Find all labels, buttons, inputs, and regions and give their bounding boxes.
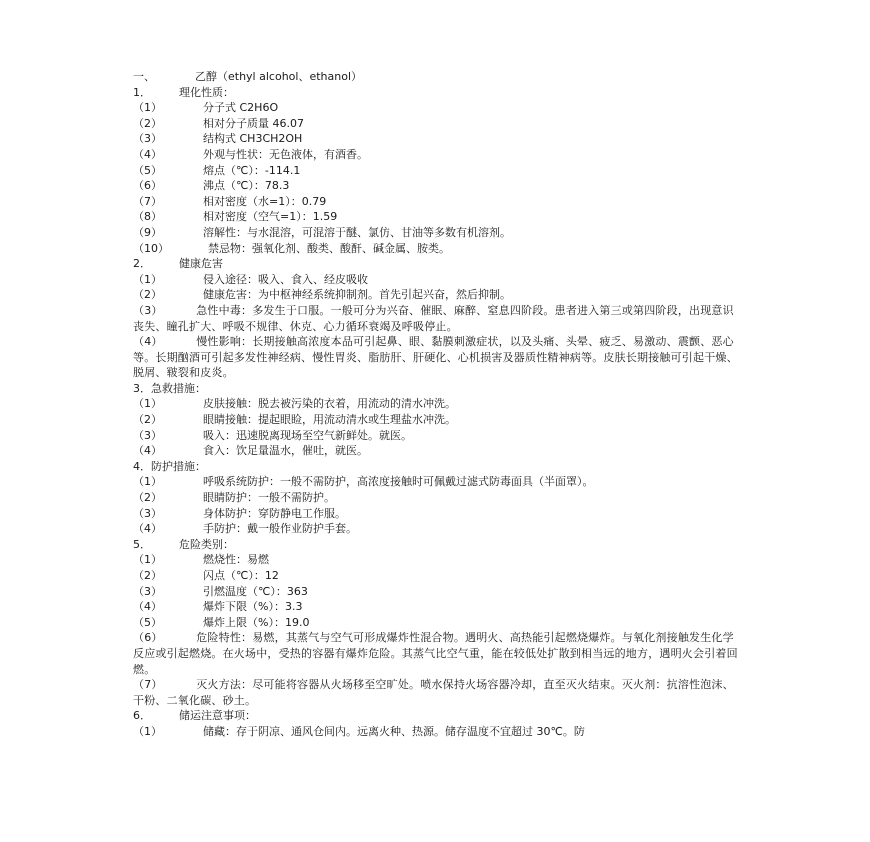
list-item: （2） 相对分子质量 46.07 [133, 116, 304, 130]
list-item: （8） 相对密度（空气=1）：1.59 [133, 210, 338, 224]
list-item: （7） 相对密度（水=1）：0.79 [133, 194, 327, 208]
section-heading-6: 6． 储运注意事项： [133, 709, 256, 723]
list-item: （3） 身体防护：穿防静电工作服。 [133, 506, 346, 520]
document-title: 一、 乙醇（ethyl alcohol、ethanol） [133, 70, 362, 83]
list-item: （1） 呼吸系统防护：一般不需防护，高浓度接触时可佩戴过滤式防毒面具（半面罩）。 [133, 475, 594, 489]
list-item: （3） 结构式 CH3CH2OH [133, 132, 303, 146]
list-item: （1） 皮肤接触：脱去被污染的衣着，用流动的清水冲洗。 [133, 397, 456, 411]
section-heading-4: 4． 防护措施： [133, 459, 206, 473]
list-item: （2） 健康危害：为中枢神经系统抑制剂。首先引起兴奋，然后抑制。 [133, 288, 511, 302]
list-item: （4） 食入：饮足量温水，催吐，就医。 [133, 444, 368, 458]
list-item: （2） 闪点（℃）：12 [133, 569, 279, 582]
list-item: （2） 眼睛接触：提起眼睑，用流动清水或生理盐水冲洗。 [133, 413, 456, 427]
list-item: （9） 溶解性：与水混溶，可混溶于醚、氯仿、甘油等多数有机溶剂。 [133, 225, 511, 239]
document-body [133, 69, 743, 740]
list-item: （4） 爆炸下限（%）：3.3 [133, 600, 303, 614]
list-item: （5） 爆炸上限（%）：19.0 [133, 615, 310, 629]
section-heading-3: 3． 急救措施： [133, 381, 206, 395]
list-item: （5） 熔点（℃）：-114.1 [133, 163, 301, 177]
list-item: （10） 禁忌物：强氧化剂、酸类、酸酐、碱金属、胺类。 [133, 241, 450, 255]
list-item: （6） 沸点（℃）：78.3 [133, 179, 290, 193]
list-item: （4） 手防护：戴一般作业防护手套。 [133, 522, 357, 536]
paragraph-item: （3） 急性中毒：多发生于口服。一般可分为兴奋、催眠、麻醉、窒息四阶段。患者进入第三或第四阶段，出现意识丧失、瞳孔扩大、呼吸不规律、休克、心力循环衰竭及呼吸停止。 [133, 303, 734, 333]
list-item: （1） 燃烧性：易燃 [133, 553, 269, 567]
section-heading-5: 5． 危险类别： [133, 537, 234, 551]
list-item: （1） 分子式 C2H6O [133, 101, 279, 115]
section-heading-2: 2． 健康危害 [133, 257, 223, 271]
list-item: （3） 吸入：迅速脱离现场至空气新鲜处。就医。 [133, 428, 412, 442]
list-item: （2） 眼睛防护：一般不需防护。 [133, 491, 335, 505]
paragraph-item: （4） 慢性影响：长期接触高浓度本品可引起鼻、眼、黏膜刺激症状，以及头痛、头晕、疲乏、易激动、震颤、恶心等。长期酗酒可引起多发性神经病、慢性胃炎、脂肪肝、肝硬化、心机损害及器质性精神病等。皮肤长期接触可引起干燥、脱屑、皲裂和皮炎。 [133, 335, 738, 380]
section-heading-1: 1． 理化性质： [133, 85, 234, 99]
list-item: （1） 侵入途径：吸入、食入、经皮吸收 [133, 272, 368, 286]
list-item: （4） 外观与性状：无色液体，有酒香。 [133, 147, 368, 161]
list-item: （1） 储藏：存于阴凉、通风仓间内。远离火种、热源。储存温度不宜超过 30℃。防 [133, 724, 585, 738]
list-item: （3） 引燃温度（℃）：363 [133, 584, 308, 598]
paragraph-item: （6） 危险特性：易燃，其蒸气与空气可形成爆炸性混合物。遇明火、高热能引起燃烧爆炸。与氧化剂接触发生化学反应或引起燃烧。在火场中，受热的容器有爆炸危险。其蒸气比空气重，能在较低处扩散到相当远的地方，遇明火会引着回燃。 [133, 631, 738, 676]
paragraph-item: （7） 灭火方法：尽可能将容器从火场移至空旷处。喷水保持火场容器冷却，直至灭火结束。灭火剂：抗溶性泡沫、干粉、二氧化碳、砂土。 [133, 678, 734, 707]
